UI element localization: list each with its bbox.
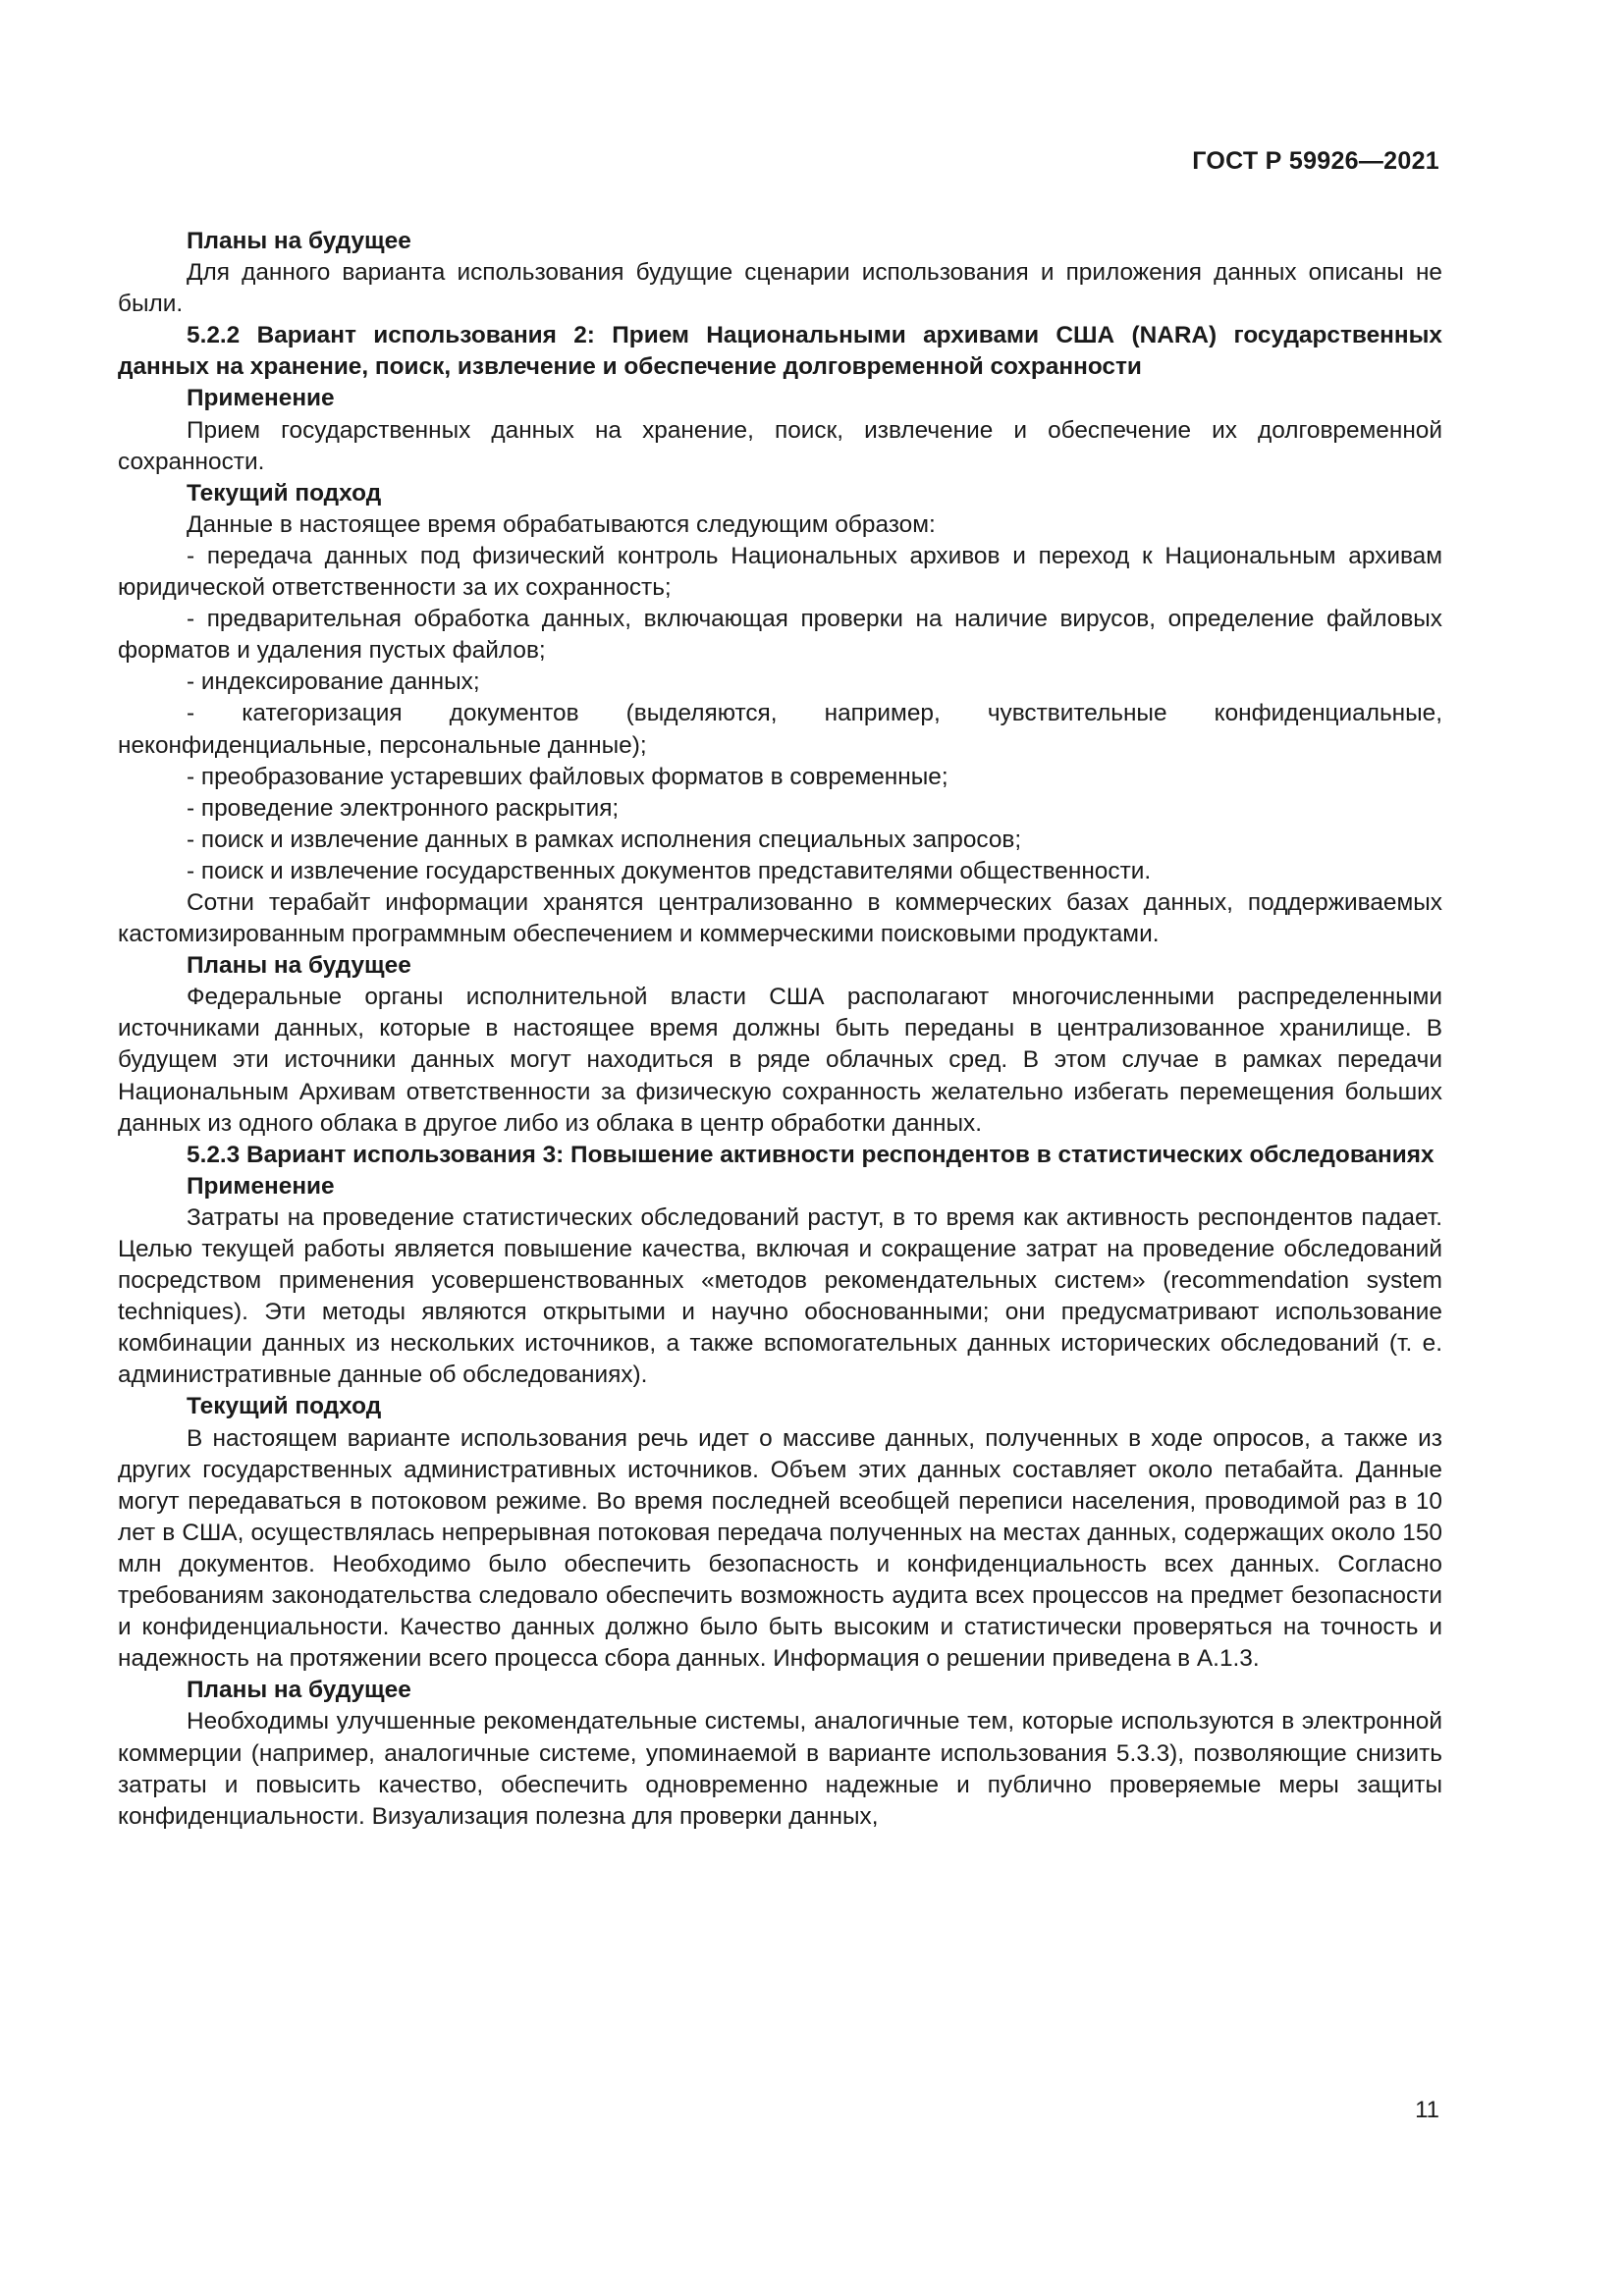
subheading-future-plans: Планы на будущее	[187, 1677, 411, 1704]
subheading-current-approach: Текущий подход	[187, 479, 382, 507]
paragraph: Затраты на проведение статистических обследований растут, в то время как активность респондентов падает. Целью текущей работы является повышение качества, включая и сокращение затрат на проведение обследований посредством применения усовершенствованных «методов рекомендательных систем» (recommendation system techniques). Эти методы являются открытыми и научно обоснованными; они предусматривают использование комбинации данных из нескольких источников, а также вспомогательных данных исторических обследований (т. е. административные данные об обследованиях).	[118, 1203, 1442, 1389]
list-item: - передача данных под физический контроль Национальных архивов и переход к Национальным архивам юридической ответственности за их сохранность;	[118, 542, 1442, 602]
list-item: - индексирование данных;	[187, 668, 480, 696]
subheading-application: Применение	[187, 1172, 335, 1200]
list-item: - категоризация документов (выделяются, например, чувствительные конфиденциальные, неконфиденциальные, персональные данные);	[118, 700, 1442, 759]
paragraph: Данные в настоящее время обрабатываются следующим образом:	[187, 510, 936, 538]
document-body	[118, 226, 1442, 1833]
page-number: 11	[1415, 2097, 1439, 2123]
paragraph: Необходимы улучшенные рекомендательные системы, аналогичные тем, которые используются в электронной коммерции (например, аналогичные системе, упоминаемой в варианте использования 5.3.3), позволяющие снизить затраты и повысить качество, обеспечить одновременно надежные и публично проверяемые меры защиты конфиденциальности. Визуализация полезна для проверки данных,	[118, 1708, 1442, 1830]
list-item: - поиск и извлечение данных в рамках исполнения специальных запросов;	[187, 826, 1022, 853]
paragraph: Сотни терабайт информации хранятся централизованно в коммерческих базах данных, поддерживаемых кастомизированным программным обеспечением и коммерческими поисковыми продуктами.	[118, 888, 1442, 948]
subheading-future-plans: Планы на будущее	[187, 228, 411, 254]
paragraph: Для данного варианта использования будущие сценарии использования и приложения данных описаны не были.	[118, 259, 1442, 318]
section-heading-5-2-3: 5.2.3 Вариант использования 3: Повышение активности респондентов в статистических обследованиях	[187, 1141, 1435, 1168]
list-item: - преобразование устаревших файловых форматов в современные;	[187, 763, 948, 790]
list-item: - предварительная обработка данных, включающая проверки на наличие вирусов, определение файловых форматов и удаления пустых файлов;	[118, 606, 1442, 665]
section-heading-5-2-2: 5.2.2 Вариант использования 2: Прием Национальными архивами США (NARA) государственных данных на хранение, поиск, извлечение и обеспечение долговременной сохранности	[118, 322, 1442, 381]
paragraph: Федеральные органы исполнительной власти США располагают многочисленными распределенными источниками данных, которые в настоящее время должны быть переданы в централизованное хранилище. В будущем эти источники данных могут находиться в ряде облачных сред. В этом случае в рамках передачи Национальным Архивам ответственности за физическую сохранность желательно избегать перемещения больших данных из одного облака в другое либо из облака в центр обработки данных.	[118, 984, 1442, 1137]
document-id-header: ГОСТ Р 59926—2021	[1192, 147, 1439, 175]
paragraph: В настоящем варианте использования речь идет о массиве данных, полученных в ходе опросов, а также из других государственных административных источников. Объем этих данных составляет около петабайта. Данные могут передаваться в потоковом режиме. Во время последней всеобщей переписи населения, проводимой раз в 10 лет в США, осуществлялась непрерывная потоковая передача полученных на местах данных, содержащих около 150 млн документов. Необходимо было обеспечить безопасность и конфиденциальность всех данных. Согласно требованиям законодательства следовало обеспечить возможность аудита всех процессов на предмет безопасности и конфиденциальности. Качество данных должно было быть высоким и статистически проверяться на точность и надежность на протяжении всего процесса сбора данных. Информация о решении приведена в А.1.3.	[118, 1424, 1442, 1673]
subheading-application: Применение	[187, 385, 335, 412]
list-item: - поиск и извлечение государственных документов представителями общественности.	[187, 857, 1152, 884]
subheading-future-plans: Планы на будущее	[187, 952, 411, 980]
list-item: - проведение электронного раскрытия;	[187, 794, 620, 822]
subheading-current-approach: Текущий подход	[187, 1393, 382, 1420]
paragraph: Прием государственных данных на хранение, поиск, извлечение и обеспечение их долговременной сохранности.	[118, 416, 1442, 475]
